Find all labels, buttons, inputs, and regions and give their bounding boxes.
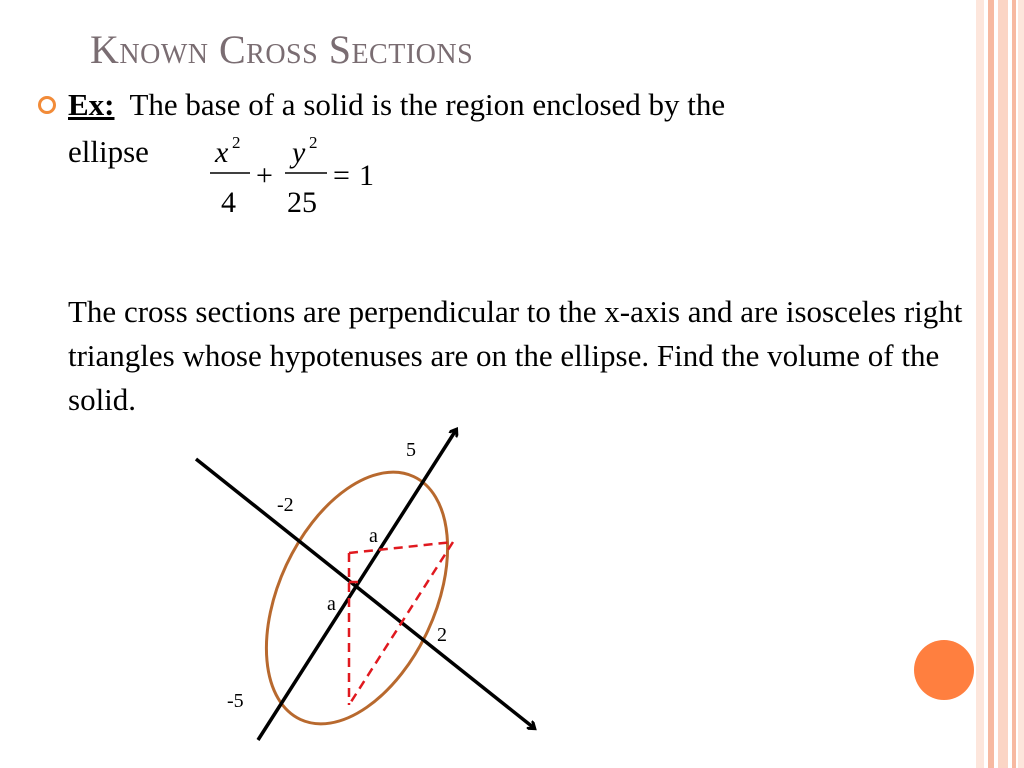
label-top: 5 [406,439,416,461]
eq-x-den: 4 [221,186,236,219]
eq-x-var: x [215,136,229,169]
problem-paragraph: The cross sections are perpendicular to the x-axis and are isosceles right triangles whose hypotenuses are on the ellipse. Find the volume of the solid. [68,294,963,417]
ellipse-word: ellipse [68,134,149,169]
ellipse-base [230,444,485,753]
example-text: The base of a solid is the region enclosed by the [129,87,726,122]
triangle-top-edge [349,542,453,553]
eq-y-den: 25 [287,186,317,219]
example-label: Ex: [68,87,115,122]
eq-x-exp: 2 [232,133,241,152]
label-right: 2 [437,624,447,646]
eq-equals: = [333,159,350,192]
label-side-a-top: a [369,525,378,547]
decorative-dot [914,640,974,700]
label-left: -2 [277,494,294,516]
eq-y-exp: 2 [309,133,318,152]
x-axis-line [196,459,534,728]
eq-rhs: 1 [359,159,374,192]
label-bottom: -5 [227,690,244,712]
slide-title: Known Cross Sections [90,27,474,72]
label-side-a-left: a [327,593,336,615]
eq-y-var: y [292,136,306,169]
eq-plus: + [256,159,273,192]
